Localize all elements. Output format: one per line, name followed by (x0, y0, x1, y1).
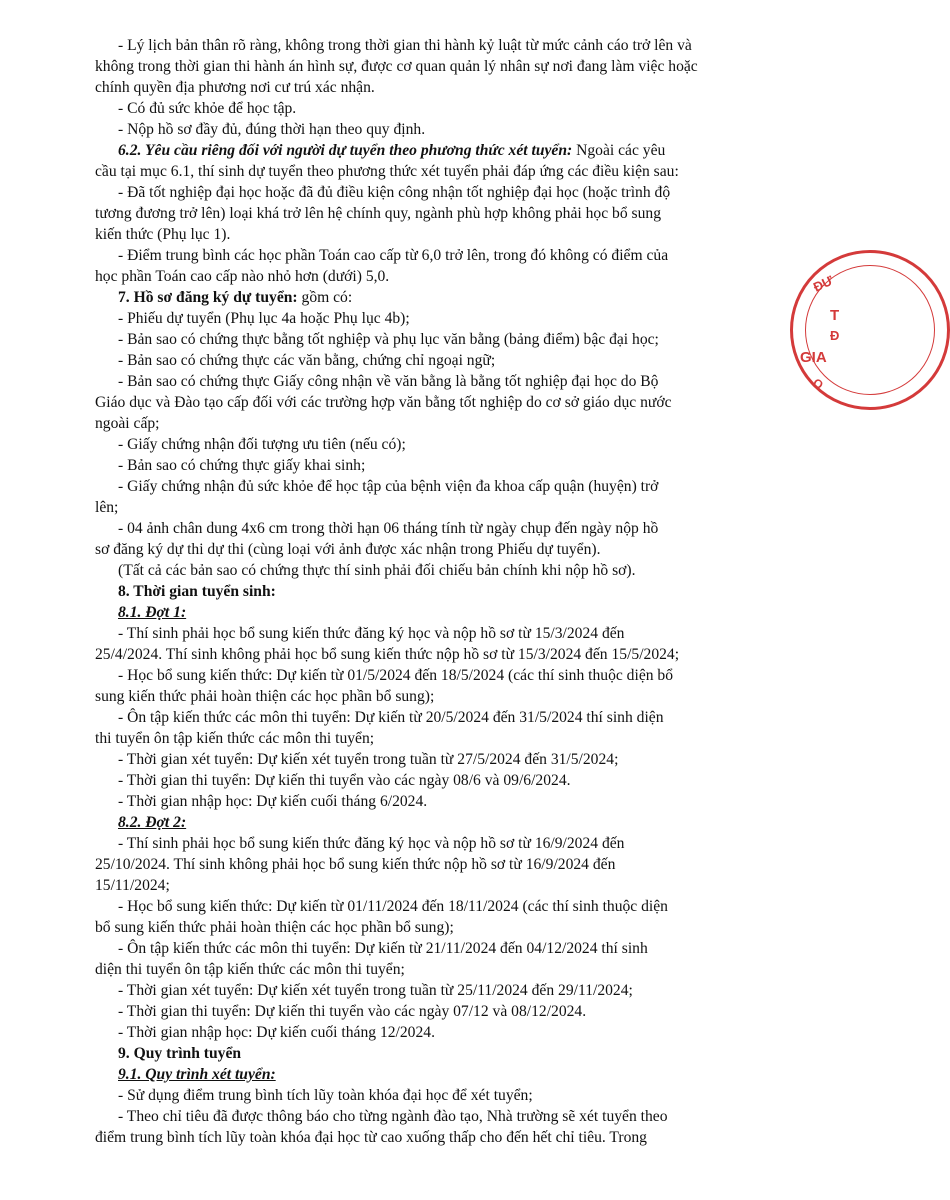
text-line: chính quyền địa phương nơi cư trú xác nhận. (95, 79, 375, 96)
text-line: sung kiến thức phải hoàn thiện các học phần bổ sung); (95, 688, 435, 705)
text-line: diện thi tuyển ôn tập kiến thức các môn thi tuyển; (95, 961, 405, 978)
text-line: - Phiếu dự tuyển (Phụ lục 4a hoặc Phụ lục 4b); (118, 310, 410, 327)
text-line: Giáo dục và Đào tạo cấp đối với các trường hợp văn bằng tốt nghiệp do cơ sở giáo dục nước (95, 394, 672, 411)
text-line: - Bản sao có chứng thực các văn bằng, chứng chỉ ngoại ngữ; (118, 352, 496, 369)
section-heading-8: 8. Thời gian tuyển sinh: (118, 583, 276, 600)
text-line: - Lý lịch bản thân rõ ràng, không trong thời gian thi hành kỷ luật từ mức cảnh cáo trở lên và (118, 37, 692, 54)
text-line: - Thí sinh phải học bổ sung kiến thức đăng ký học và nộp hồ sơ từ 15/3/2024 đến (118, 625, 625, 642)
text-line: - Bản sao có chứng thực giấy khai sinh; (118, 457, 366, 474)
text-fragment: gồm có: (301, 289, 353, 306)
text-line: - Thời gian thi tuyển: Dự kiến thi tuyển vào các ngày 07/12 và 08/12/2024. (118, 1003, 587, 1020)
svg-text:GIA: GIA (800, 349, 827, 366)
svg-text:Đ: Đ (830, 328, 840, 343)
section-6-2-line (118, 141, 665, 160)
text-line: - Học bổ sung kiến thức: Dự kiến từ 01/5/2024 đến 18/5/2024 (các thí sinh thuộc diện bổ (118, 667, 674, 684)
text-line: sơ đăng ký dự thi dự thi (cùng loại với ảnh được xác nhận trong Phiếu dự tuyển). (95, 541, 601, 558)
text-line: - Thời gian nhập học: Dự kiến cuối tháng 12/2024. (118, 1024, 435, 1041)
seal-lettering (790, 250, 950, 410)
text-line: - Thời gian xét tuyển: Dự kiến xét tuyển trong tuần từ 25/11/2024 đến 29/11/2024; (118, 982, 633, 999)
text-line: - Giấy chứng nhận đối tượng ưu tiên (nếu có); (118, 436, 406, 453)
text-line: - Sử dụng điểm trung bình tích lũy toàn khóa đại học để xét tuyển; (118, 1087, 533, 1104)
text-line: - Có đủ sức khỏe để học tập. (118, 100, 297, 117)
text-line: - Học bổ sung kiến thức: Dự kiến từ 01/11/2024 đến 18/11/2024 (các thí sinh thuộc diện (118, 898, 668, 915)
subsection-heading-8-1: 8.1. Đợt 1: (118, 604, 187, 621)
text-line: không trong thời gian thi hành án hình sự, được cơ quan quản lý nhân sự nơi đang làm việc hoặc (95, 58, 698, 75)
text-line: (Tất cả các bản sao có chứng thực thí sinh phải đối chiếu bản chính khi nộp hồ sơ). (118, 562, 636, 579)
text-line: 15/11/2024; (95, 877, 170, 894)
subsection-heading-9-1: 9.1. Quy trình xét tuyển: (118, 1066, 276, 1083)
text-line: lên; (95, 499, 119, 516)
document-page (0, 36, 833, 1186)
text-line: - Nộp hồ sơ đầy đủ, đúng thời hạn theo quy định. (118, 121, 426, 138)
subsection-heading-8-2: 8.2. Đợt 2: (118, 814, 187, 831)
text-line: - Thời gian nhập học: Dự kiến cuối tháng 6/2024. (118, 793, 428, 810)
text-line: 25/10/2024. Thí sinh không phải học bổ sung kiến thức nộp hồ sơ từ 16/9/2024 đến (95, 856, 616, 873)
section-heading-9: 9. Quy trình tuyển (118, 1045, 242, 1062)
text-line: - Bản sao có chứng thực Giấy công nhận về văn bằng là bằng tốt nghiệp đại học do Bộ (118, 373, 659, 390)
text-line: - Thí sinh phải học bổ sung kiến thức đăng ký học và nộp hồ sơ từ 16/9/2024 đến (118, 835, 625, 852)
text-line: học phần Toán cao cấp nào nhỏ hơn (dưới) 5,0. (95, 268, 390, 285)
text-line: - Bản sao có chứng thực bằng tốt nghiệp và phụ lục văn bằng (bảng điểm) bậc đại học; (118, 331, 659, 348)
svg-text:O: O (810, 375, 826, 393)
text-line: ngoài cấp; (95, 415, 160, 432)
section-7-line (118, 288, 352, 307)
text-line: bổ sung kiến thức phải hoàn thiện các học phần bổ sung); (95, 919, 454, 936)
text-line: - Điểm trung bình các học phần Toán cao cấp từ 6,0 trở lên, trong đó không có điểm của (118, 247, 669, 264)
official-seal (790, 250, 950, 410)
text-line: - Thời gian xét tuyển: Dự kiến xét tuyển trong tuần từ 27/5/2024 đến 31/5/2024; (118, 751, 619, 768)
text-line: - Đã tốt nghiệp đại học hoặc đã đủ điều kiện công nhận tốt nghiệp đại học (hoặc trình độ (118, 184, 671, 201)
text-line: - Giấy chứng nhận đủ sức khỏe để học tập của bệnh viện đa khoa cấp quận (huyện) trở (118, 478, 659, 495)
text-line: kiến thức (Phụ lục 1). (95, 226, 231, 243)
text-line: - Thời gian thi tuyển: Dự kiến thi tuyển vào các ngày 08/6 và 09/6/2024. (118, 772, 571, 789)
svg-text:ĐƯ: ĐƯ (810, 272, 836, 295)
text-line: - Ôn tập kiến thức các môn thi tuyển: Dự kiến từ 21/11/2024 đến 04/12/2024 thí sinh (118, 940, 648, 957)
text-line: tương đương trở lên) loại khá trở lên hệ chính quy, ngành phù hợp không phải học bổ sung (95, 205, 661, 222)
text-line: điểm trung bình tích lũy toàn khóa đại học từ cao xuống thấp cho đến hết chỉ tiêu. Trong (95, 1129, 647, 1146)
text-line: 25/4/2024. Thí sinh không phải học bổ sung kiến thức nộp hồ sơ từ 15/3/2024 đến 15/5/2024; (95, 646, 680, 663)
section-heading-7: 7. Hồ sơ đăng ký dự tuyển: (118, 289, 298, 306)
text-line: thi tuyển ôn tập kiến thức các môn thi tuyển; (95, 730, 375, 747)
text-line: cầu tại mục 6.1, thí sinh dự tuyển theo phương thức xét tuyển phải đáp ứng các điều kiện sau: (95, 163, 679, 180)
text-fragment: Ngoài các yêu (576, 142, 666, 159)
text-line: - 04 ảnh chân dung 4x6 cm trong thời hạn 06 tháng tính từ ngày chụp đến ngày nộp hồ (118, 520, 659, 537)
section-heading-6-2: 6.2. Yêu cầu riêng đối với người dự tuyển theo phương thức xét tuyển: (118, 142, 573, 159)
text-line: - Ôn tập kiến thức các môn thi tuyển: Dự kiến từ 20/5/2024 đến 31/5/2024 thí sinh diện (118, 709, 664, 726)
text-line: - Theo chỉ tiêu đã được thông báo cho từng ngành đào tạo, Nhà trường sẽ xét tuyển theo (118, 1108, 668, 1125)
svg-text:T: T (830, 307, 840, 324)
